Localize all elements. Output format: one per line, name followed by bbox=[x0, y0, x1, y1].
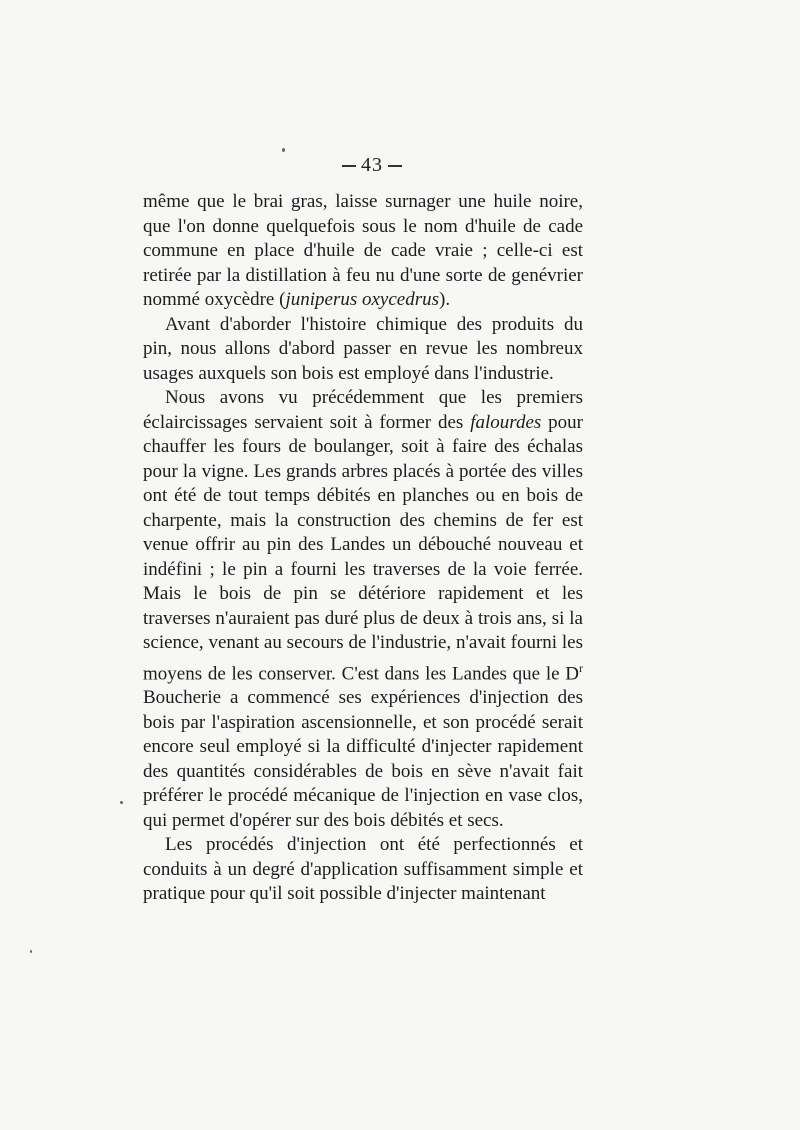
page-number-value: 43 bbox=[361, 154, 383, 176]
paragraph bbox=[143, 833, 583, 907]
text-segment: même que le brai gras, laisse surnager une huile noire, que l'on donne quelquefois sous le nom d'huile de cade commune en place d'huile de cade vraie ; celle-ci est retirée par la distillation à feu nu d'une sorte de genévrier nommé oxycèdre ( bbox=[143, 191, 583, 310]
text-segment: pour chauffer les fours de boulanger, soit à faire des échalas pour la vigne. Les grands arbres placés à portée des villes ont été de tout temps débités en planches ou en bois de charpente, mais la construction des chemins de fer est venue offrir au pin des Landes un débouché nouveau et indéfini ; le pin a fourni les traverses de la voie ferrée. Mais le bois de pin se détériore rapidement et les traverses n'auraient pas duré plus de deux à trois ans, si la science, venant au secours de l'industrie, n'avait fourni les moyens de les conserver. C'est dans les Landes que le D bbox=[143, 411, 584, 684]
speck-mark bbox=[120, 801, 123, 804]
body-text bbox=[143, 190, 583, 907]
italic-term: juniperus oxycedrus bbox=[285, 289, 440, 310]
text-segment: Les procédés d'injection ont été perfectionnés et conduits à un degré d'application suffisamment simple et pratique pour qu'il soit possible d'injecter maintenant bbox=[143, 834, 583, 905]
page-number bbox=[0, 154, 744, 177]
text-segment: r bbox=[579, 660, 583, 675]
dash-left bbox=[342, 165, 356, 167]
paragraph bbox=[143, 386, 583, 833]
speck-mark bbox=[30, 950, 32, 953]
paragraph bbox=[143, 313, 583, 387]
text-segment: Nous avons vu précédemment que les premiers éclaircissages servaient soit à former des bbox=[143, 387, 583, 433]
speck-mark bbox=[282, 148, 285, 152]
paragraph bbox=[143, 190, 583, 313]
text-segment: ). bbox=[439, 289, 451, 310]
italic-term: falourdes bbox=[470, 411, 542, 433]
dash-right bbox=[388, 165, 402, 167]
text-segment: Avant d'aborder l'histoire chimique des produits du pin, nous allons d'abord passer en revue les nombreux usages auxquels son bois est employé dans l'industrie. bbox=[143, 313, 583, 384]
text-segment: Boucherie a commencé ses expériences d'injection des bois par l'aspiration ascensionnelle, et son procédé serait encore seul employé si la difficulté d'injecter rapidement des quantités considérables de bois en sève n'avait fait préférer le procédé mécanique de l'injection en vase clos, qui permet d'opérer sur des bois débités et secs. bbox=[143, 687, 583, 831]
